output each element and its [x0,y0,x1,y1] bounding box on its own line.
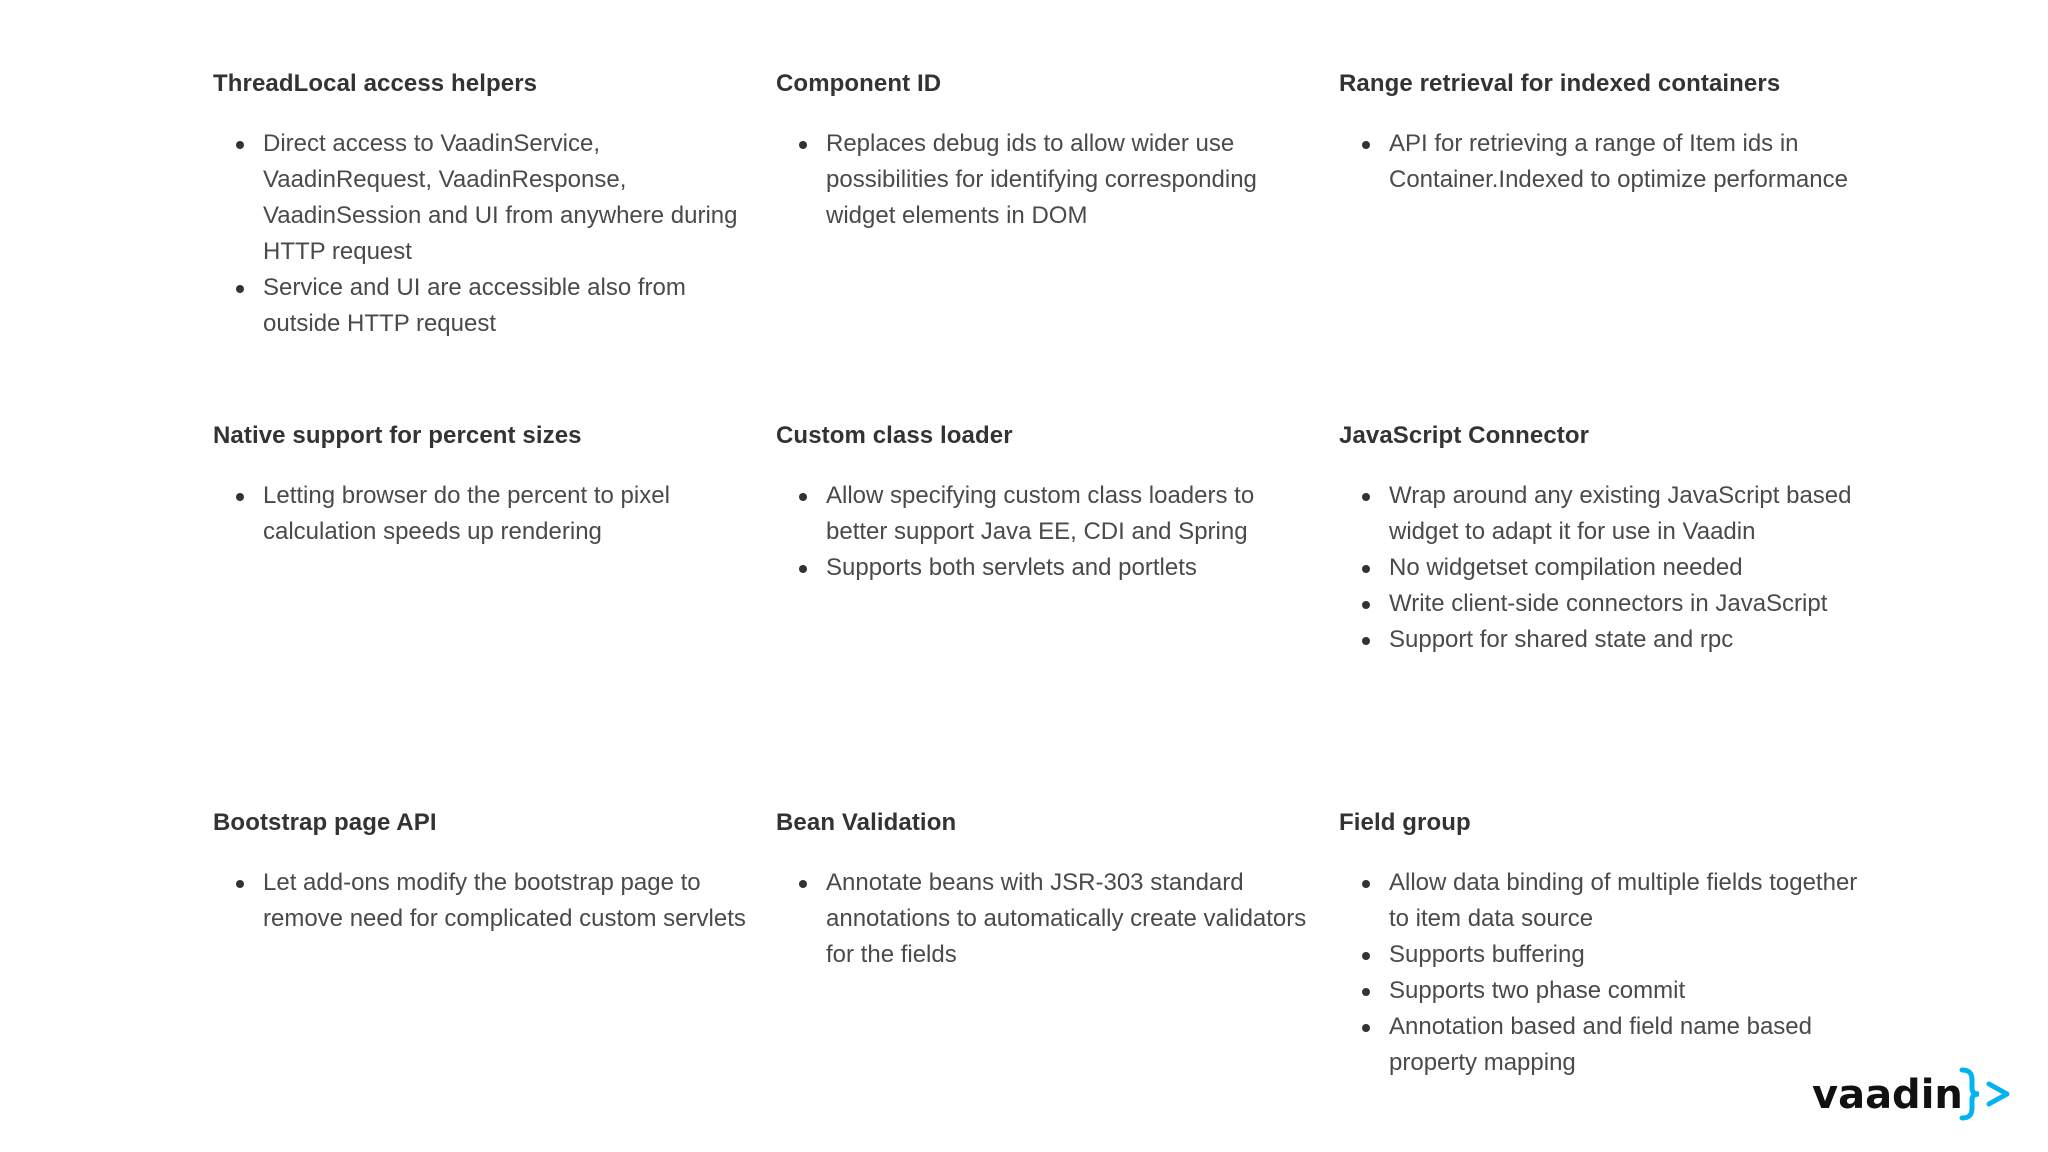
section-range-retrieval [1339,68,1879,198]
list-item: Letting browser do the percent to pixel calculation speeds up rendering [263,478,753,550]
list-item: Supports buffering [1389,937,1879,973]
section-threadlocal-access-helpers [213,68,753,342]
section-title: JavaScript Connector [1339,422,1590,449]
bullet-list [776,478,1316,586]
section-title: Custom class loader [776,422,1013,449]
list-item: Allow data binding of multiple fields together to item data source [1389,865,1879,937]
list-item: Annotation based and field name based property mapping [1389,1009,1879,1081]
bullet-list [776,126,1316,234]
vaadin-logo [1812,1066,2022,1122]
section-bean-validation [776,807,1316,973]
section-title: Bean Validation [776,809,957,836]
list-item: Let add-ons modify the bootstrap page to remove need for complicated custom servlets [263,865,753,937]
section-javascript-connector [1339,420,1879,658]
bullet-list [1339,126,1879,198]
list-item: Annotate beans with JSR-303 standard annotations to automatically create validators for the fields [826,865,1316,973]
section-native-percent-sizes [213,420,753,550]
section-title: ThreadLocal access helpers [213,70,538,97]
list-item: Write client-side connectors in JavaScript [1389,586,1879,622]
list-item: Supports two phase commit [1389,973,1879,1009]
brace-chevron-icon [1962,1070,2007,1118]
list-item: Direct access to VaadinService, VaadinRequest, VaadinResponse, VaadinSession and UI from anywhere during HTTP request [263,126,753,270]
list-item: API for retrieving a range of Item ids in Container.Indexed to optimize performance [1389,126,1879,198]
section-title: Native support for percent sizes [213,422,582,449]
list-item: No widgetset compilation needed [1389,550,1879,586]
list-item: Wrap around any existing JavaScript based widget to adapt it for use in Vaadin [1389,478,1879,550]
list-item: Allow specifying custom class loaders to better support Java EE, CDI and Spring [826,478,1316,550]
section-field-group [1339,807,1879,1081]
logo-wordmark: vaadin [1812,1072,1963,1118]
list-item: Support for shared state and rpc [1389,622,1879,658]
bullet-list [776,865,1316,973]
vaadin-logo-graphic [1812,1066,2022,1122]
section-title: Component ID [776,70,942,97]
section-component-id [776,68,1316,234]
list-item: Supports both servlets and portlets [826,550,1316,586]
bullet-list [213,478,753,550]
list-item: Service and UI are accessible also from outside HTTP request [263,270,753,342]
section-title: Bootstrap page API [213,809,437,836]
bullet-list [1339,865,1879,1081]
section-custom-class-loader [776,420,1316,586]
bullet-list [1339,478,1879,658]
bullet-list [213,126,753,342]
list-item: Replaces debug ids to allow wider use possibilities for identifying corresponding widget elements in DOM [826,126,1316,234]
section-bootstrap-page-api [213,807,753,937]
section-title: Field group [1339,809,1471,836]
bullet-list [213,865,753,937]
section-title: Range retrieval for indexed containers [1339,70,1781,97]
